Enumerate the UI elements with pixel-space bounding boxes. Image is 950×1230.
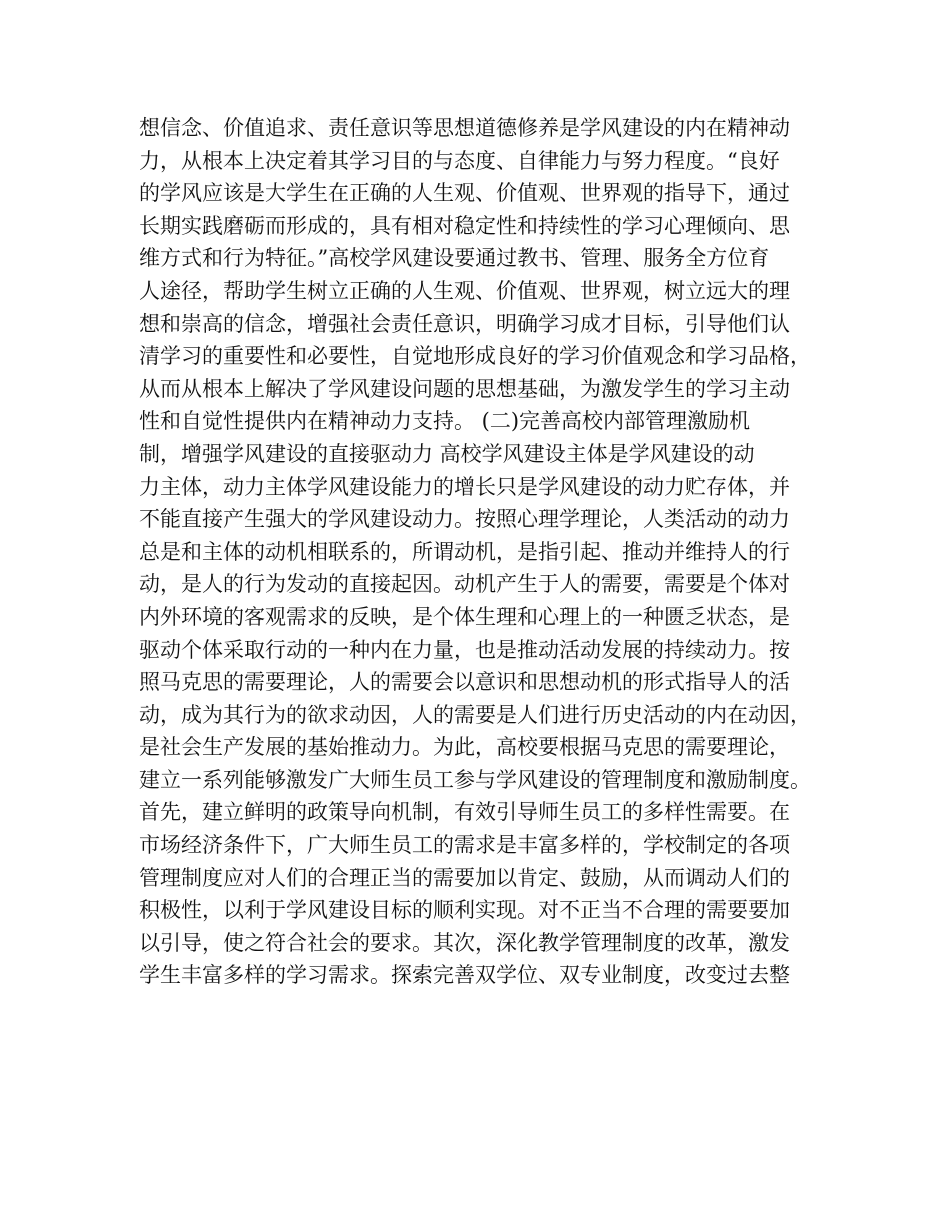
text-line: 动，成为其行为的欲求动因，人的需要是人们进行历史活动的内在动因，	[139, 702, 811, 727]
text-line: 维方式和行为特征。”高校学风建设要通过教书、管理、服务全方位育	[139, 246, 770, 271]
body-text	[139, 112, 829, 992]
text-line: 积极性，以利于学风建设目标的顺利实现。对不正当不合理的需要要加	[139, 898, 790, 923]
text-line: 照马克思的需要理论，人的需要会以意识和思想动机的形式指导人的活	[139, 670, 790, 695]
text-line: 从而从根本上解决了学风建设问题的思想基础，为激发学生的学习主动	[139, 376, 790, 401]
text-line: 人途径，帮助学生树立正确的人生观、价值观、世界观，树立远大的理	[139, 278, 790, 303]
text-line: 管理制度应对人们的合理正当的需要加以肯定、鼓励，从而调动人们的	[139, 865, 790, 890]
text-line: 力，从根本上决定着其学习目的与态度、自律能力与努力程度。“良好	[139, 148, 780, 173]
text-line: 学生丰富多样的学习需求。探索完善双学位、双专业制度，改变过去整	[139, 963, 790, 988]
text-line: 的学风应该是大学生在正确的人生观、价值观、世界观的指导下，通过	[139, 181, 790, 206]
text-line: 建立一系列能够激发广大师生员工参与学风建设的管理制度和激励制度。	[139, 767, 811, 792]
text-line: 是社会生产发展的基始推动力。为此，高校要根据马克思的需要理论，	[139, 735, 790, 760]
text-line: 驱动个体采取行动的一种内在力量，也是推动活动发展的持续动力。按	[139, 637, 790, 662]
text-line: 想和崇高的信念，增强社会责任意识，明确学习成才目标，引导他们认	[139, 311, 790, 336]
text-line: 长期实践磨砺而形成的，具有相对稳定性和持续性的学习心理倾向、思	[139, 213, 790, 238]
text-line: 清学习的重要性和必要性，自觉地形成良好的学习价值观念和学习品格，	[139, 344, 811, 369]
text-line: 总是和主体的动机相联系的，所谓动机，是指引起、推动并维持人的行	[139, 539, 790, 564]
text-line: 以引导，使之符合社会的要求。其次，深化教学管理制度的改革，激发	[139, 930, 790, 955]
text-line: 市场经济条件下，广大师生员工的需求是丰富多样的，学校制定的各项	[139, 833, 790, 858]
text-line: 性和自觉性提供内在精神动力支持。 (二)完善高校内部管理激励机	[139, 409, 751, 434]
text-line: 力主体，动力主体学风建设能力的增长只是学风建设的动力贮存体，并	[139, 474, 790, 499]
text-line: 想信念、价值追求、责任意识等思想道德修养是学风建设的内在精神动	[139, 116, 790, 140]
text-line: 内外环境的客观需求的反映，是个体生理和心理上的一种匮乏状态，是	[139, 604, 790, 629]
text-line: 首先，建立鲜明的政策导向机制，有效引导师生员工的多样性需要。在	[139, 800, 790, 825]
text-line: 动，是人的行为发动的直接起因。动机产生于人的需要，需要是个体对	[139, 572, 790, 597]
text-line: 制，增强学风建设的直接驱动力 高校学风建设主体是学风建设的动	[139, 441, 755, 466]
text-line: 不能直接产生强大的学风建设动力。按照心理学理论，人类活动的动力	[139, 507, 790, 532]
